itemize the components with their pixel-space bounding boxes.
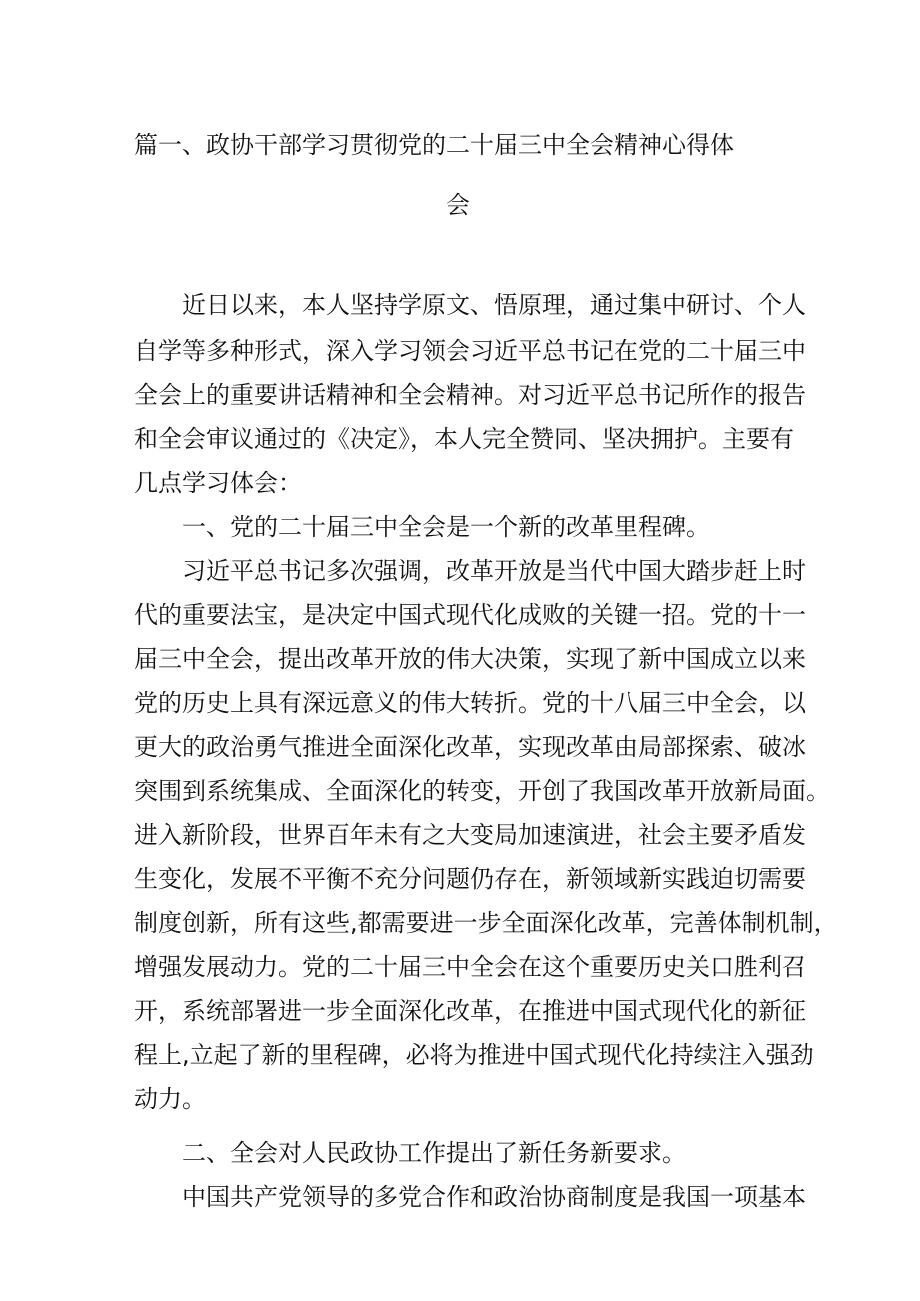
section-heading: 一、党的二十届三中全会是一个新的改革里程碑。 (182, 513, 710, 541)
paragraph-line: 增强发展动力。党的二十届三中全会在这个重要历史关口胜利召 (134, 953, 806, 981)
paragraph-line: 更大的政治勇气推进全面深化改革，实现改革由局部探索、破冰 (134, 733, 806, 761)
paragraph-line: 开，系统部署进一步全面深化改革，在推进中国式现代化的新征 (134, 997, 806, 1025)
section-heading: 二、全会对人民政协工作提出了新任务新要求。 (182, 1139, 686, 1167)
paragraph-line: 进入新阶段，世界百年未有之大变局加速演进，社会主要矛盾发 (134, 821, 806, 849)
paragraph-line: 突围到系统集成、全面深化的转变，开创了我国改革开放新局面。 (134, 777, 830, 805)
paragraph-line: 党的历史上具有深远意义的伟大转折。党的十八届三中全会，以 (134, 689, 806, 717)
paragraph-line: 制度创新，所有这些,都需要进一步全面深化改革，完善体制机制， (134, 909, 838, 937)
paragraph-line: 届三中全会，提出改革开放的伟大决策，实现了新中国成立以来 (134, 645, 806, 673)
document-title-line-2: 会 (446, 191, 470, 219)
paragraph-line: 代的重要法宝，是决定中国式现代化成败的关键一招。党的十一 (134, 601, 806, 629)
paragraph-line: 自学等多种形式，深入学习领会习近平总书记在党的二十届三中 (134, 337, 806, 365)
paragraph-line: 和全会审议通过的《决定》，本人完全赞同、坚决拥护。主要有 (134, 425, 794, 453)
paragraph-line: 程上,立起了新的里程碑，必将为推进中国式现代化持续注入强劲 (134, 1041, 814, 1069)
paragraph-line: 动力。 (134, 1085, 206, 1113)
paragraph-line: 中国共产党领导的多党合作和政治协商制度是我国一项基本 (182, 1183, 806, 1211)
paragraph-line: 习近平总书记多次强调，改革开放是当代中国大踏步赶上时 (182, 557, 806, 585)
paragraph-line: 生变化，发展不平衡不充分问题仍存在，新领域新实践迫切需要 (134, 865, 806, 893)
paragraph-line: 近日以来，本人坚持学原文、悟原理，通过集中研讨、个人 (182, 291, 806, 319)
document-title-line-1: 篇一、政协干部学习贯彻党的二十届三中全会精神心得体 (134, 131, 734, 159)
paragraph-line: 几点学习体会： (134, 469, 302, 497)
paragraph-line: 全会上的重要讲话精神和全会精神。对习近平总书记所作的报告 (134, 381, 806, 409)
